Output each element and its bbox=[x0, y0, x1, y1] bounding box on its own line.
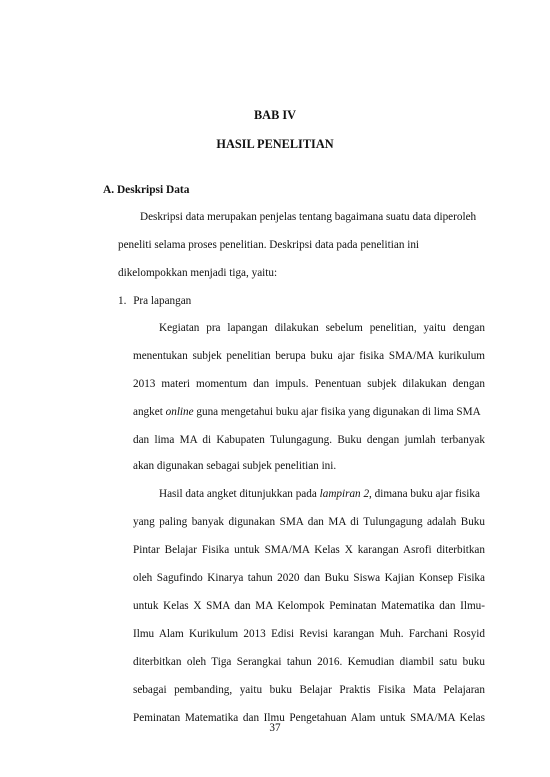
intro-line-1: Deskripsi data merupakan penjelas tentang bagaimana suatu data diperoleh bbox=[140, 211, 477, 223]
p1-line-4-online: online bbox=[165, 406, 194, 418]
p2-line-2: yang paling banyak digunakan SMA dan MA di Tulungagung adalah Buku bbox=[133, 516, 485, 528]
subsection-label: 1. bbox=[118, 295, 127, 307]
p2-line-3: Pintar Belajar Fisika untuk SMA/MA Kelas X karangan Asrofi diterbitkan bbox=[133, 544, 485, 556]
section-title: Deskripsi Data bbox=[116, 184, 190, 196]
p2-line-7: diterbitkan oleh Tiga Serangkai tahun 2016. Kemudian diambil satu buku bbox=[133, 656, 485, 668]
p2-line-9: Peminatan Matematika dan Ilmu Pengetahuan Alam untuk SMA/MA Kelas bbox=[133, 712, 485, 724]
p2-line-1 bbox=[159, 488, 480, 500]
chapter-title: HASIL PENELITIAN bbox=[216, 137, 334, 151]
p1-line-4 bbox=[133, 406, 485, 418]
p1-line-5: dan lima MA di Kabupaten Tulungagung. Buku dengan jumlah terbanyak bbox=[133, 434, 485, 446]
p2-line-5: untuk Kelas X SMA dan MA Kelompok Peminatan Matematika dan Ilmu- bbox=[133, 600, 485, 612]
p2-line-1-b: , dimana buku ajar fisika bbox=[369, 488, 480, 500]
chapter-number: BAB IV bbox=[253, 108, 297, 122]
p2-line-1-lampiran: lampiran 2 bbox=[319, 488, 370, 500]
p1-line-4-b: guna mengetahui buku ajar fisika yang digunakan di lima SMA bbox=[193, 406, 481, 418]
intro-line-2-text: peneliti selama proses penelitian. Deskripsi data pada penelitian ini bbox=[118, 239, 420, 251]
intro-line-3: dikelompokkan menjadi tiga, yaitu: bbox=[118, 267, 278, 279]
section-label: A. bbox=[103, 184, 115, 196]
subsection-heading bbox=[118, 295, 191, 307]
page-number: 37 bbox=[269, 722, 281, 734]
subsection-title: Pra lapangan bbox=[133, 295, 192, 307]
p2-line-8: sebagai pembanding, yaitu buku Belajar Praktis Fisika Mata Pelajaran bbox=[133, 684, 485, 696]
p1-line-4-a: angket bbox=[133, 406, 166, 418]
p1-line-1: Kegiatan pra lapangan dilakukan sebelum penelitian, yaitu dengan bbox=[159, 322, 485, 334]
p2-line-1-a: Hasil data angket ditunjukkan pada bbox=[159, 488, 320, 500]
p2-line-6: Ilmu Alam Kurikulum 2013 Edisi Revisi karangan Muh. Farchani Rosyid bbox=[133, 628, 485, 640]
p1-line-2: menentukan subjek penelitian berupa buku ajar fisika SMA/MA kurikulum bbox=[133, 350, 485, 362]
p1-line-6: akan digunakan sebagai subjek penelitian ini. bbox=[133, 460, 337, 472]
intro-line-2 bbox=[118, 239, 485, 251]
p2-line-4: oleh Sagufindo Kinarya tahun 2020 dan Buku Siswa Kajian Konsep Fisika bbox=[133, 572, 485, 584]
section-heading bbox=[103, 184, 189, 196]
p1-line-3: 2013 materi momentum dan impuls. Penentuan subjek dilakukan dengan bbox=[133, 378, 485, 390]
